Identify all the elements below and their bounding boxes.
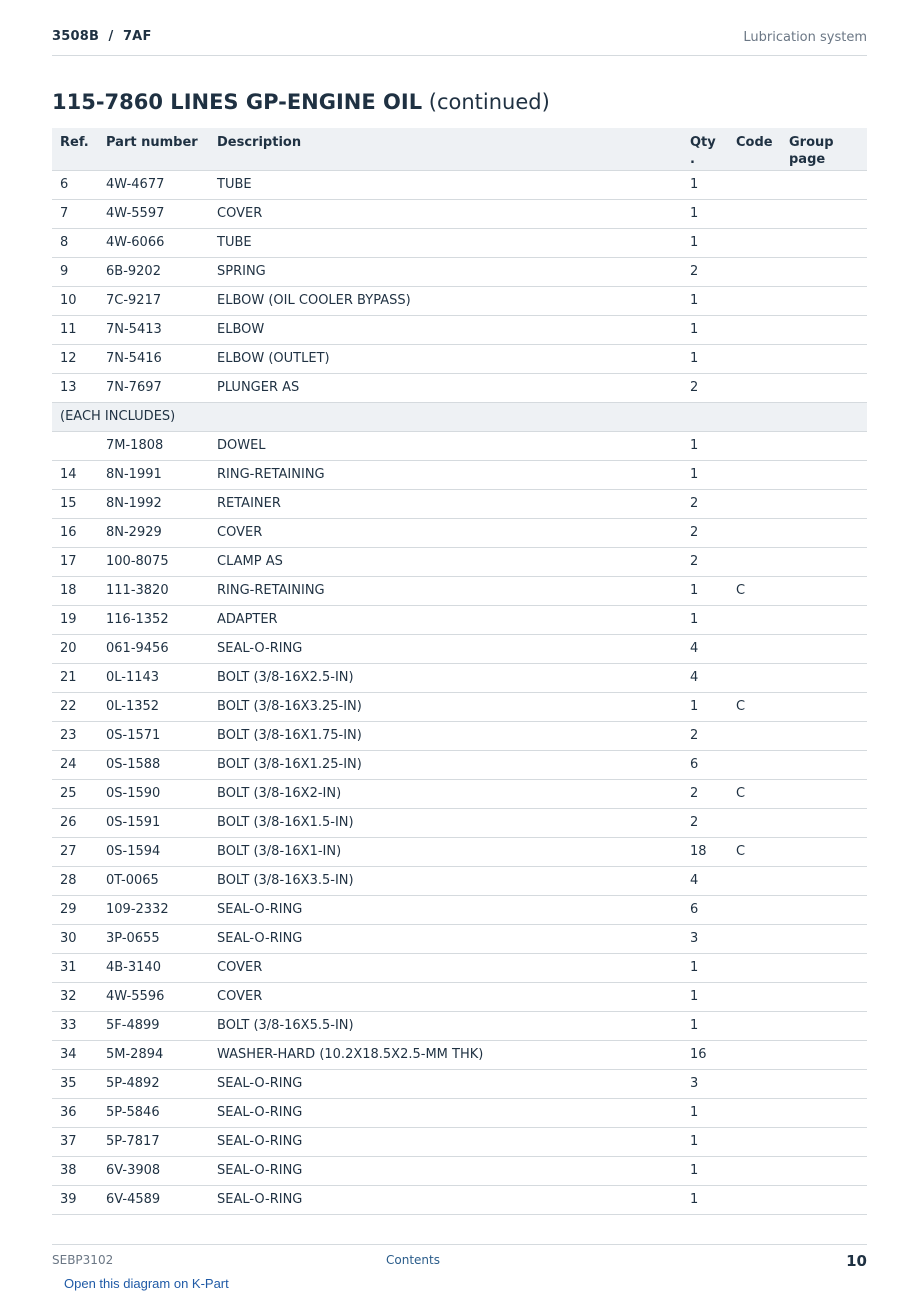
description-cell: DOWEL (209, 431, 682, 460)
code-cell (728, 895, 781, 924)
table-row (52, 721, 867, 750)
description-cell: SEAL-O-RING (209, 895, 682, 924)
description-cell: ELBOW (OUTLET) (209, 344, 682, 373)
description-cell: SEAL-O-RING (209, 634, 682, 663)
part-number-cell: 4W-6066 (98, 228, 209, 257)
description-cell: TUBE (209, 228, 682, 257)
group-page-cell (781, 460, 867, 489)
group-page-cell (781, 663, 867, 692)
part-number-cell: 8N-1991 (98, 460, 209, 489)
page-title-part: 115-7860 LINES GP-ENGINE OIL (52, 90, 423, 114)
table-row (52, 460, 867, 489)
code-cell (728, 228, 781, 257)
code-cell (728, 1098, 781, 1127)
qty-cell: 2 (682, 721, 728, 750)
code-cell (728, 199, 781, 228)
table-row (52, 547, 867, 576)
code-cell (728, 663, 781, 692)
part-number-cell: 8N-2929 (98, 518, 209, 547)
document-model-label: 3508B / 7AF (52, 29, 152, 44)
ref-cell: 34 (52, 1040, 98, 1069)
group-page-cell (781, 1069, 867, 1098)
code-cell (728, 924, 781, 953)
ref-cell: 23 (52, 721, 98, 750)
part-number-cell: 3P-0655 (98, 924, 209, 953)
description-cell: TUBE (209, 170, 682, 199)
code-cell (728, 1156, 781, 1185)
qty-cell: 1 (682, 692, 728, 721)
description-cell: ELBOW (209, 315, 682, 344)
group-page-cell (781, 982, 867, 1011)
ref-cell: 27 (52, 837, 98, 866)
description-cell: CLAMP AS (209, 547, 682, 576)
group-page-cell (781, 808, 867, 837)
description-cell: COVER (209, 199, 682, 228)
table-row (52, 837, 867, 866)
table-row (52, 1098, 867, 1127)
code-cell (728, 1069, 781, 1098)
code-cell (728, 605, 781, 634)
qty-cell: 3 (682, 924, 728, 953)
ref-cell: 8 (52, 228, 98, 257)
part-number-cell: 061-9456 (98, 634, 209, 663)
group-page-cell (781, 895, 867, 924)
group-page-cell (781, 170, 867, 199)
part-number-cell: 0S-1594 (98, 837, 209, 866)
code-cell (728, 286, 781, 315)
ref-cell: 33 (52, 1011, 98, 1040)
ref-cell: 11 (52, 315, 98, 344)
qty-cell: 1 (682, 199, 728, 228)
group-page-cell (781, 576, 867, 605)
description-cell: ELBOW (OIL COOLER BYPASS) (209, 286, 682, 315)
part-number-cell: 7N-7697 (98, 373, 209, 402)
description-cell: SEAL-O-RING (209, 1127, 682, 1156)
part-number-cell: 4W-4677 (98, 170, 209, 199)
qty-cell: 16 (682, 1040, 728, 1069)
description-cell: COVER (209, 953, 682, 982)
group-page-cell (781, 518, 867, 547)
code-cell: C (728, 779, 781, 808)
qty-cell: 2 (682, 373, 728, 402)
qty-cell: 1 (682, 315, 728, 344)
table-row (52, 1185, 867, 1214)
description-cell: SEAL-O-RING (209, 924, 682, 953)
qty-cell: 1 (682, 1098, 728, 1127)
part-number-cell: 4W-5596 (98, 982, 209, 1011)
code-cell (728, 1011, 781, 1040)
code-cell (728, 721, 781, 750)
table-row (52, 953, 867, 982)
group-page-cell (781, 634, 867, 663)
code-cell (728, 750, 781, 779)
code-cell (728, 547, 781, 576)
part-number-cell: 0T-0065 (98, 866, 209, 895)
group-page-cell (781, 1185, 867, 1214)
description-cell: SPRING (209, 257, 682, 286)
table-row (52, 1011, 867, 1040)
code-cell (728, 1040, 781, 1069)
table-row (52, 228, 867, 257)
description-cell: WASHER-HARD (10.2X18.5X2.5-MM THK) (209, 1040, 682, 1069)
code-cell (728, 257, 781, 286)
code-cell: C (728, 576, 781, 605)
description-cell: BOLT (3/8-16X5.5-IN) (209, 1011, 682, 1040)
table-row (52, 1127, 867, 1156)
ref-cell: 35 (52, 1069, 98, 1098)
ref-cell: 20 (52, 634, 98, 663)
group-page-cell (781, 924, 867, 953)
ref-cell: 37 (52, 1127, 98, 1156)
open-diagram-link[interactable]: Open this diagram on K-Part (64, 1276, 229, 1291)
section-label: Lubrication system (743, 30, 867, 45)
ref-cell: 10 (52, 286, 98, 315)
table-row (52, 286, 867, 315)
table-row (52, 808, 867, 837)
group-page-cell (781, 1011, 867, 1040)
part-number-cell: 5P-7817 (98, 1127, 209, 1156)
note-cell: (EACH INCLUDES) (52, 402, 867, 431)
ref-cell: 12 (52, 344, 98, 373)
part-number-cell: 109-2332 (98, 895, 209, 924)
part-number-cell: 0S-1591 (98, 808, 209, 837)
ref-cell: 7 (52, 199, 98, 228)
qty-cell: 1 (682, 1156, 728, 1185)
code-cell (728, 170, 781, 199)
column-header-description: Description (209, 128, 682, 170)
group-page-cell (781, 1127, 867, 1156)
table-row (52, 1069, 867, 1098)
ref-cell: 6 (52, 170, 98, 199)
document-number: SEBP3102 (52, 1253, 114, 1267)
table-row (52, 518, 867, 547)
ref-cell: 32 (52, 982, 98, 1011)
group-page-cell (781, 692, 867, 721)
code-cell: C (728, 837, 781, 866)
ref-cell (52, 431, 98, 460)
ref-cell: 36 (52, 1098, 98, 1127)
group-page-cell (781, 228, 867, 257)
table-row (52, 982, 867, 1011)
part-number-cell: 0S-1571 (98, 721, 209, 750)
ref-cell: 21 (52, 663, 98, 692)
parts-table-body (52, 170, 867, 1214)
table-note-row (52, 402, 867, 431)
header-divider (52, 55, 867, 56)
description-cell: BOLT (3/8-16X1-IN) (209, 837, 682, 866)
code-cell (728, 1185, 781, 1214)
code-cell: C (728, 692, 781, 721)
description-cell: SEAL-O-RING (209, 1185, 682, 1214)
group-page-cell (781, 866, 867, 895)
group-page-cell (781, 837, 867, 866)
description-cell: ADAPTER (209, 605, 682, 634)
ref-cell: 25 (52, 779, 98, 808)
group-page-cell (781, 1040, 867, 1069)
table-row (52, 1040, 867, 1069)
column-header-code: Code (728, 128, 781, 170)
table-row (52, 431, 867, 460)
group-page-cell (781, 373, 867, 402)
table-row (52, 170, 867, 199)
contents-link[interactable]: Contents (386, 1253, 440, 1267)
part-number-cell: 5M-2894 (98, 1040, 209, 1069)
qty-cell: 6 (682, 895, 728, 924)
part-number-cell: 0L-1143 (98, 663, 209, 692)
column-header-qty: Qty . (682, 128, 728, 170)
table-row (52, 895, 867, 924)
description-cell: SEAL-O-RING (209, 1098, 682, 1127)
part-number-cell: 0S-1590 (98, 779, 209, 808)
code-cell (728, 315, 781, 344)
part-number-cell: 0L-1352 (98, 692, 209, 721)
ref-cell: 9 (52, 257, 98, 286)
qty-cell: 2 (682, 518, 728, 547)
page-number: 10 (846, 1252, 867, 1270)
part-number-cell: 8N-1992 (98, 489, 209, 518)
ref-cell: 22 (52, 692, 98, 721)
group-page-cell (781, 1098, 867, 1127)
qty-cell: 4 (682, 634, 728, 663)
ref-cell: 17 (52, 547, 98, 576)
ref-cell: 13 (52, 373, 98, 402)
qty-cell: 1 (682, 982, 728, 1011)
ref-cell: 38 (52, 1156, 98, 1185)
column-header-ref: Ref. (52, 128, 98, 170)
code-cell (728, 373, 781, 402)
table-row (52, 866, 867, 895)
part-number-cell: 5P-5846 (98, 1098, 209, 1127)
description-cell: COVER (209, 518, 682, 547)
table-row (52, 779, 867, 808)
table-row (52, 315, 867, 344)
ref-cell: 29 (52, 895, 98, 924)
page-title-suffix: (continued) (422, 90, 550, 114)
qty-cell: 6 (682, 750, 728, 779)
description-cell: PLUNGER AS (209, 373, 682, 402)
qty-cell: 4 (682, 663, 728, 692)
qty-cell: 1 (682, 170, 728, 199)
group-page-cell (781, 344, 867, 373)
group-page-cell (781, 750, 867, 779)
column-header-part-number: Part number (98, 128, 209, 170)
description-cell: BOLT (3/8-16X1.25-IN) (209, 750, 682, 779)
part-number-cell: 4B-3140 (98, 953, 209, 982)
table-row (52, 373, 867, 402)
ref-cell: 14 (52, 460, 98, 489)
description-cell: BOLT (3/8-16X3.25-IN) (209, 692, 682, 721)
qty-cell: 18 (682, 837, 728, 866)
part-number-cell: 6B-9202 (98, 257, 209, 286)
qty-cell: 1 (682, 953, 728, 982)
code-cell (728, 982, 781, 1011)
code-cell (728, 431, 781, 460)
code-cell (728, 866, 781, 895)
part-number-cell: 5F-4899 (98, 1011, 209, 1040)
code-cell (728, 634, 781, 663)
qty-cell: 1 (682, 1011, 728, 1040)
group-page-cell (781, 257, 867, 286)
page-title (52, 90, 550, 114)
group-page-cell (781, 721, 867, 750)
qty-cell: 1 (682, 228, 728, 257)
table-row (52, 576, 867, 605)
group-page-cell (781, 199, 867, 228)
description-cell: BOLT (3/8-16X1.5-IN) (209, 808, 682, 837)
code-cell (728, 489, 781, 518)
description-cell: BOLT (3/8-16X2-IN) (209, 779, 682, 808)
code-cell (728, 808, 781, 837)
qty-cell: 2 (682, 489, 728, 518)
ref-cell: 15 (52, 489, 98, 518)
ref-cell: 28 (52, 866, 98, 895)
qty-cell: 4 (682, 866, 728, 895)
ref-cell: 26 (52, 808, 98, 837)
description-cell: SEAL-O-RING (209, 1069, 682, 1098)
group-page-cell (781, 315, 867, 344)
group-page-cell (781, 431, 867, 460)
part-number-cell: 7M-1808 (98, 431, 209, 460)
ref-cell: 18 (52, 576, 98, 605)
table-header-row (52, 128, 867, 170)
ref-cell: 31 (52, 953, 98, 982)
table-row (52, 257, 867, 286)
qty-cell: 3 (682, 1069, 728, 1098)
qty-cell: 1 (682, 344, 728, 373)
group-page-cell (781, 286, 867, 315)
code-cell (728, 953, 781, 982)
table-row (52, 344, 867, 373)
part-number-cell: 7C-9217 (98, 286, 209, 315)
parts-table (52, 128, 867, 1215)
group-page-cell (781, 1156, 867, 1185)
description-cell: COVER (209, 982, 682, 1011)
table-row (52, 663, 867, 692)
part-number-cell: 0S-1588 (98, 750, 209, 779)
part-number-cell: 5P-4892 (98, 1069, 209, 1098)
table-row (52, 489, 867, 518)
part-number-cell: 6V-4589 (98, 1185, 209, 1214)
qty-cell: 1 (682, 605, 728, 634)
qty-cell: 1 (682, 286, 728, 315)
ref-cell: 24 (52, 750, 98, 779)
qty-cell: 1 (682, 576, 728, 605)
group-page-cell (781, 779, 867, 808)
table-row (52, 1156, 867, 1185)
table-row (52, 199, 867, 228)
description-cell: SEAL-O-RING (209, 1156, 682, 1185)
description-cell: RING-RETAINING (209, 460, 682, 489)
code-cell (728, 344, 781, 373)
part-number-cell: 7N-5416 (98, 344, 209, 373)
ref-cell: 30 (52, 924, 98, 953)
description-cell: BOLT (3/8-16X1.75-IN) (209, 721, 682, 750)
qty-cell: 1 (682, 431, 728, 460)
code-cell (728, 1127, 781, 1156)
part-number-cell: 6V-3908 (98, 1156, 209, 1185)
description-cell: RING-RETAINING (209, 576, 682, 605)
part-number-cell: 7N-5413 (98, 315, 209, 344)
description-cell: BOLT (3/8-16X2.5-IN) (209, 663, 682, 692)
qty-cell: 1 (682, 1185, 728, 1214)
table-row (52, 692, 867, 721)
qty-cell: 1 (682, 460, 728, 489)
description-cell: BOLT (3/8-16X3.5-IN) (209, 866, 682, 895)
footer-divider (52, 1244, 867, 1245)
part-number-cell: 100-8075 (98, 547, 209, 576)
ref-cell: 16 (52, 518, 98, 547)
code-cell (728, 460, 781, 489)
table-row (52, 750, 867, 779)
group-page-cell (781, 489, 867, 518)
qty-cell: 2 (682, 257, 728, 286)
qty-cell: 1 (682, 1127, 728, 1156)
part-number-cell: 116-1352 (98, 605, 209, 634)
qty-cell: 2 (682, 808, 728, 837)
ref-cell: 19 (52, 605, 98, 634)
description-cell: RETAINER (209, 489, 682, 518)
table-row (52, 605, 867, 634)
group-page-cell (781, 605, 867, 634)
ref-cell: 39 (52, 1185, 98, 1214)
code-cell (728, 518, 781, 547)
qty-cell: 2 (682, 779, 728, 808)
part-number-cell: 4W-5597 (98, 199, 209, 228)
part-number-cell: 111-3820 (98, 576, 209, 605)
column-header-group-page: Group page (781, 128, 867, 170)
group-page-cell (781, 953, 867, 982)
group-page-cell (781, 547, 867, 576)
qty-cell: 2 (682, 547, 728, 576)
table-row (52, 634, 867, 663)
table-row (52, 924, 867, 953)
